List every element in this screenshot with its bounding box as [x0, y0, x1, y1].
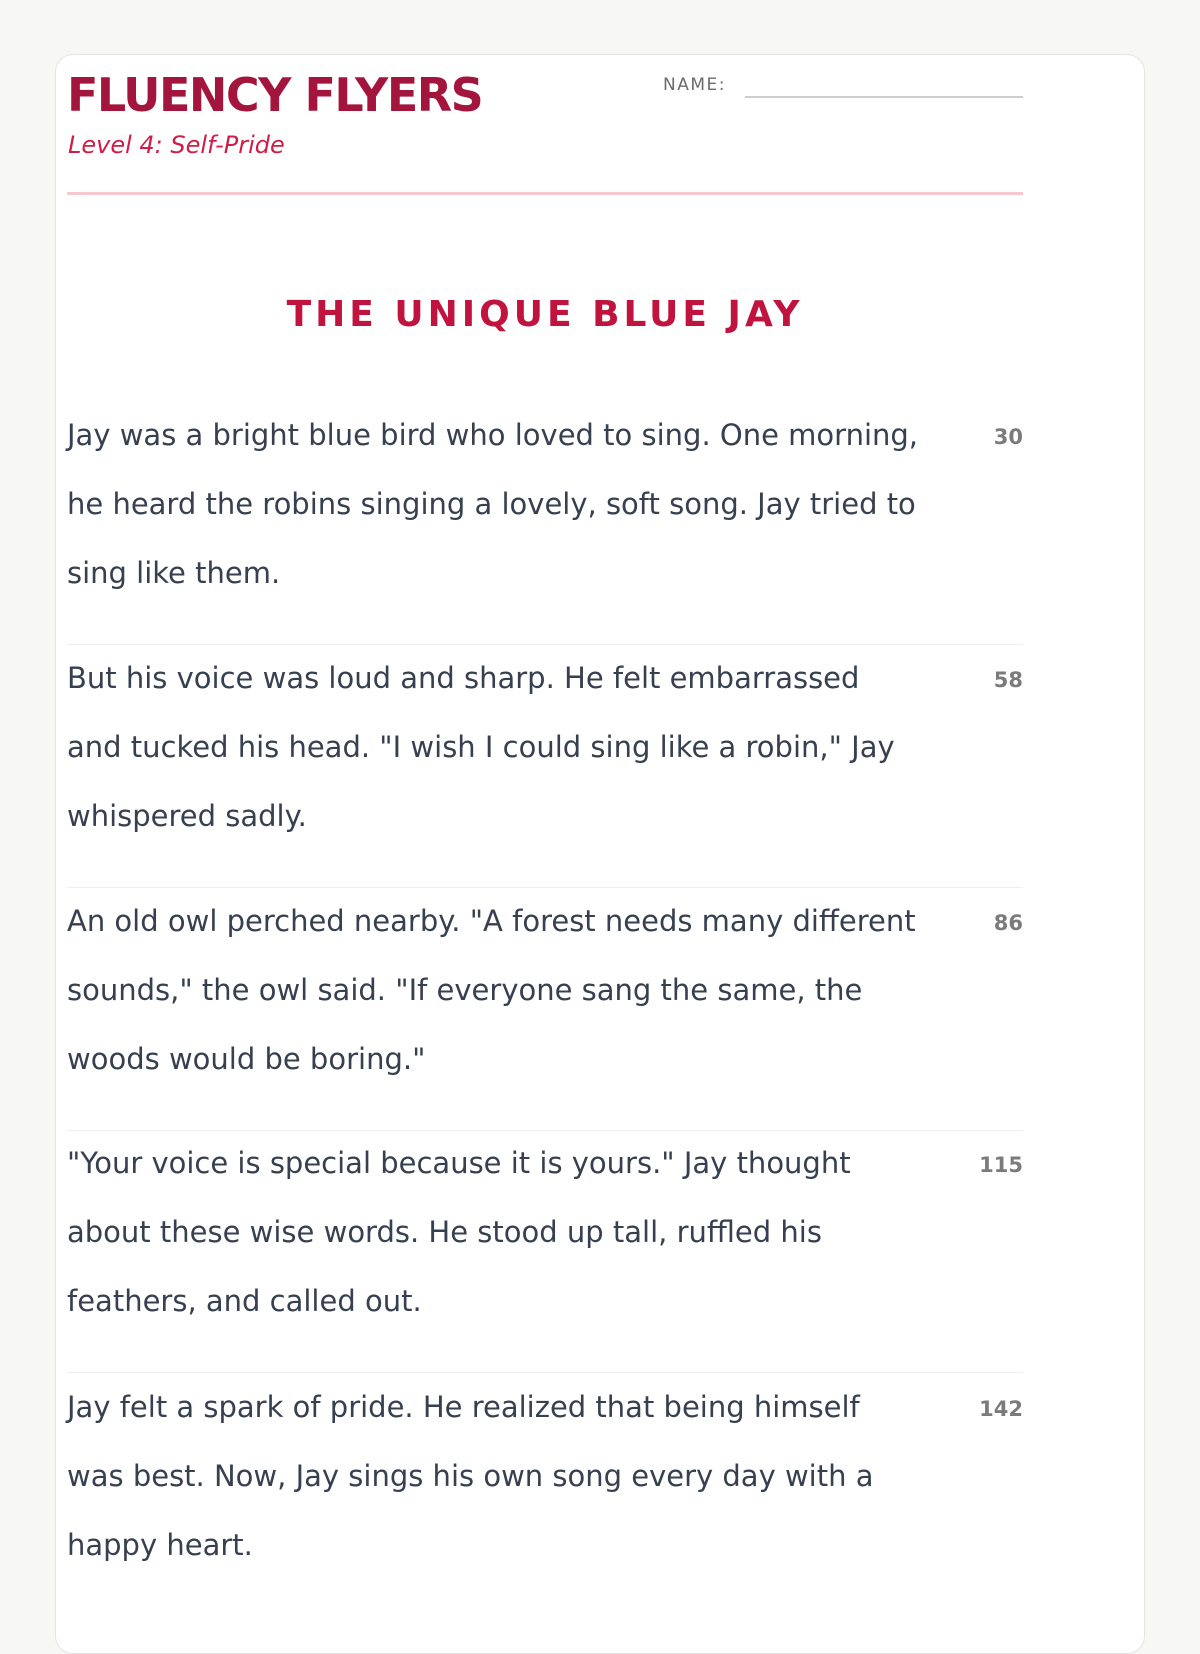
running-word-count: 30	[993, 425, 1023, 449]
level-subtitle: Level 4: Self-Pride	[68, 131, 285, 159]
story-title: THE UNIQUE BLUE JAY	[286, 294, 804, 335]
passage-block	[67, 887, 1023, 1131]
passage-block	[67, 644, 1023, 888]
passage-block	[67, 1129, 1023, 1373]
worksheet-header	[67, 66, 1023, 195]
running-word-count: 86	[993, 911, 1023, 935]
running-word-count: 142	[979, 1397, 1023, 1421]
brand-title: FLUENCY FLYERS	[67, 68, 483, 122]
passage-text: Jay felt a spark of pride. He realized that being himself was best. Now, Jay sings his own song every day with a happy heart.	[67, 1390, 874, 1562]
name-write-line	[745, 96, 1023, 98]
passage-block	[67, 401, 1023, 645]
running-word-count: 58	[993, 668, 1023, 692]
passage-text: Jay was a bright blue bird who loved to sing. One morning, he heard the robins singing a lovely, soft song. Jay tried to sing like them.	[67, 418, 919, 590]
passage-text: "Your voice is special because it is yours." Jay thought about these wise words. He stood up tall, ruffled his feathers, and called out.	[67, 1146, 851, 1318]
name-label: NAME:	[663, 75, 726, 95]
running-word-count: 115	[979, 1153, 1023, 1177]
passage-text: But his voice was loud and sharp. He felt embarrassed and tucked his head. "I wish I could sing like a robin," Jay whispered sadly.	[67, 661, 895, 833]
passage-text: An old owl perched nearby. "A forest needs many different sounds," the owl said. "If everyone sang the same, the woods would be boring."	[67, 904, 916, 1076]
passage-block	[67, 1373, 1023, 1616]
